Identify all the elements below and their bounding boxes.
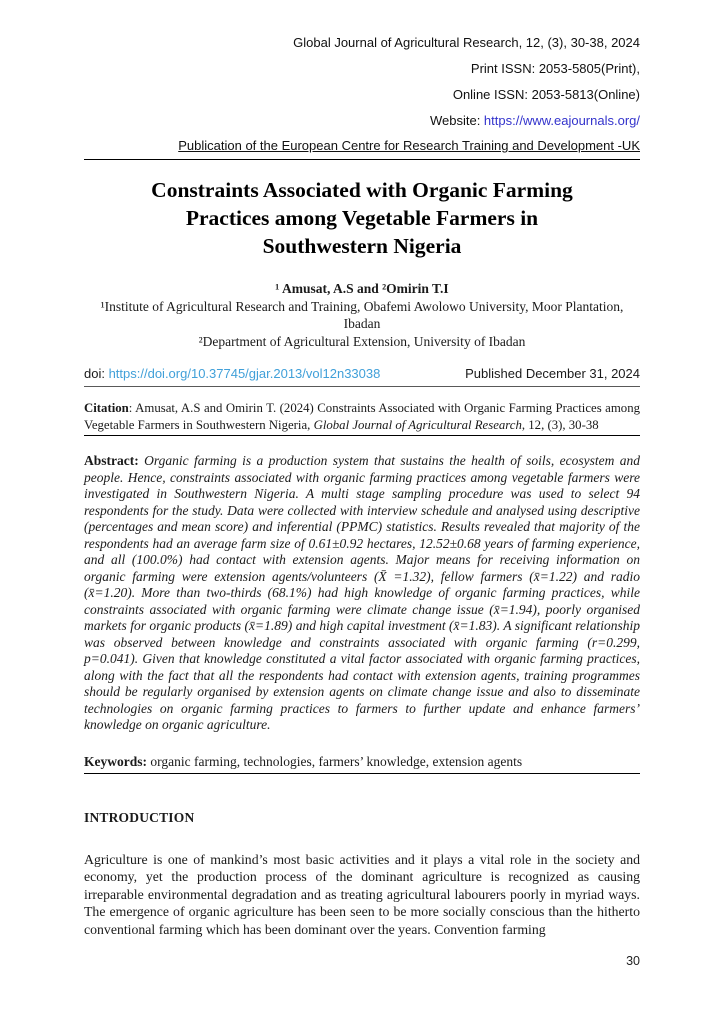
doi-label: doi:	[84, 366, 109, 381]
website-label: Website:	[429, 113, 484, 128]
online-issn-line: Online ISSN: 2053-5813(Online)	[452, 87, 640, 102]
introduction-paragraph: Agriculture is one of mankind’s most basic activities and it plays a vital role in the society and economy, yet the production process of the dominant agriculture is recognized as causing irreparable environmental degradation and as treating agricultural labourers poorly in myriad ways. The emergence of organic agriculture has been seen to be more socially conscious than the hitherto conventional farming which has been dominant over the years. Convention farming	[84, 851, 640, 937]
affiliation-2: ²Department of Agricultural Extension, University of Ibadan	[198, 333, 526, 349]
article-title	[84, 176, 640, 260]
keywords-block	[84, 753, 640, 774]
keywords-text: organic farming, technologies, farmers’ knowledge, extension agents	[147, 753, 523, 769]
citation-journal-name: Global Journal of Agricultural Research	[313, 417, 522, 432]
article-title-line-1: Constraints Associated with Organic Farming	[151, 178, 573, 202]
citation-block	[84, 400, 640, 436]
article-title-line-2: Practices among Vegetable Farmers in	[185, 206, 539, 230]
journal-title-line: Global Journal of Agricultural Research, 12, (3), 30-38, 2024	[293, 35, 640, 50]
doi-row	[84, 366, 640, 387]
introduction-heading: INTRODUCTION	[84, 809, 195, 825]
abstract-text: Organic farming is a production system that sustains the health of soils, ecosystem and people. Hence, constraints associated with organic farming practices among vegetable farmers were investigated in Southwestern Nigeria. A multi stage sampling procedure was used to select 94 respondents for the study. Data were collected with interview schedule and analysed using descriptive (percentages and mean score) and inferential (PPMC) statistics. Results revealed that majority of the respondents had an average farm size of 0.61±0.92 hectares, 12.52±0.68 years of farming experience, and all (100.0%) had contact with extension agents. Major means for receiving information on organic farming were extension agents/volunteers (X̄ =1.32), fellow farmers (x̄=1.22) and radio (x̄=1.20). More than two-thirds (68.1%) had high knowledge of organic farming practices, while constraints associated with organic farming were climate change issue (x̄=1.94), poorly organised markets for organic products (x̄=1.89) and high capital investment (x̄=1.83). A significant relationship was observed between knowledge and constraints associated with organic farming (r=0.299, p=0.041). Given that knowledge constituted a vital factor associated with organic farming practices, along with the fact that all the respondents had contact with extension agents, training programmes should be regularly organised by extension agents on climate change issue and also to disseminate technologies on organic farming practices to farmers to further update and enhance farmers’ knowledge on organic agriculture.	[84, 453, 640, 732]
author-names: ¹ Amusat, A.S and ²Omirin T.I	[275, 281, 449, 296]
doi-left	[84, 366, 380, 381]
authors-block	[84, 280, 640, 350]
published-date: Published December 31, 2024	[465, 366, 640, 381]
citation-text-before: : Amusat, A.S and Omirin T. (2024) Constraints Associated with Organic Farming Practices among Vegetable Farmers in Southwestern Nigeria,	[84, 401, 640, 432]
doi-link[interactable]: https://doi.org/10.37745/gjar.2013/vol12n33038	[108, 366, 381, 381]
journal-header	[84, 0, 640, 160]
website-link[interactable]: https://www.eajournals.org/	[483, 113, 640, 128]
citation-label: Citation	[84, 401, 129, 415]
article-title-line-3: Southwestern Nigeria	[262, 234, 462, 258]
website-line	[84, 108, 640, 134]
print-issn-line: Print ISSN: 2053-5805(Print),	[470, 61, 640, 76]
publication-line-text: Publication of the European Centre for Research Training and Development -UK	[178, 138, 640, 153]
affiliation-1: ¹Institute of Agricultural Research and Training, Obafemi Awolowo University, Moor Plantation, Ibadan	[100, 298, 624, 331]
page-number: 30	[626, 954, 640, 968]
citation-text-after: , 12, (3), 30-38	[521, 417, 599, 432]
content-area	[84, 0, 640, 938]
abstract-label: Abstract:	[84, 453, 139, 468]
abstract-block	[84, 453, 640, 734]
publication-line	[84, 134, 640, 160]
keywords-label: Keywords:	[84, 753, 147, 769]
